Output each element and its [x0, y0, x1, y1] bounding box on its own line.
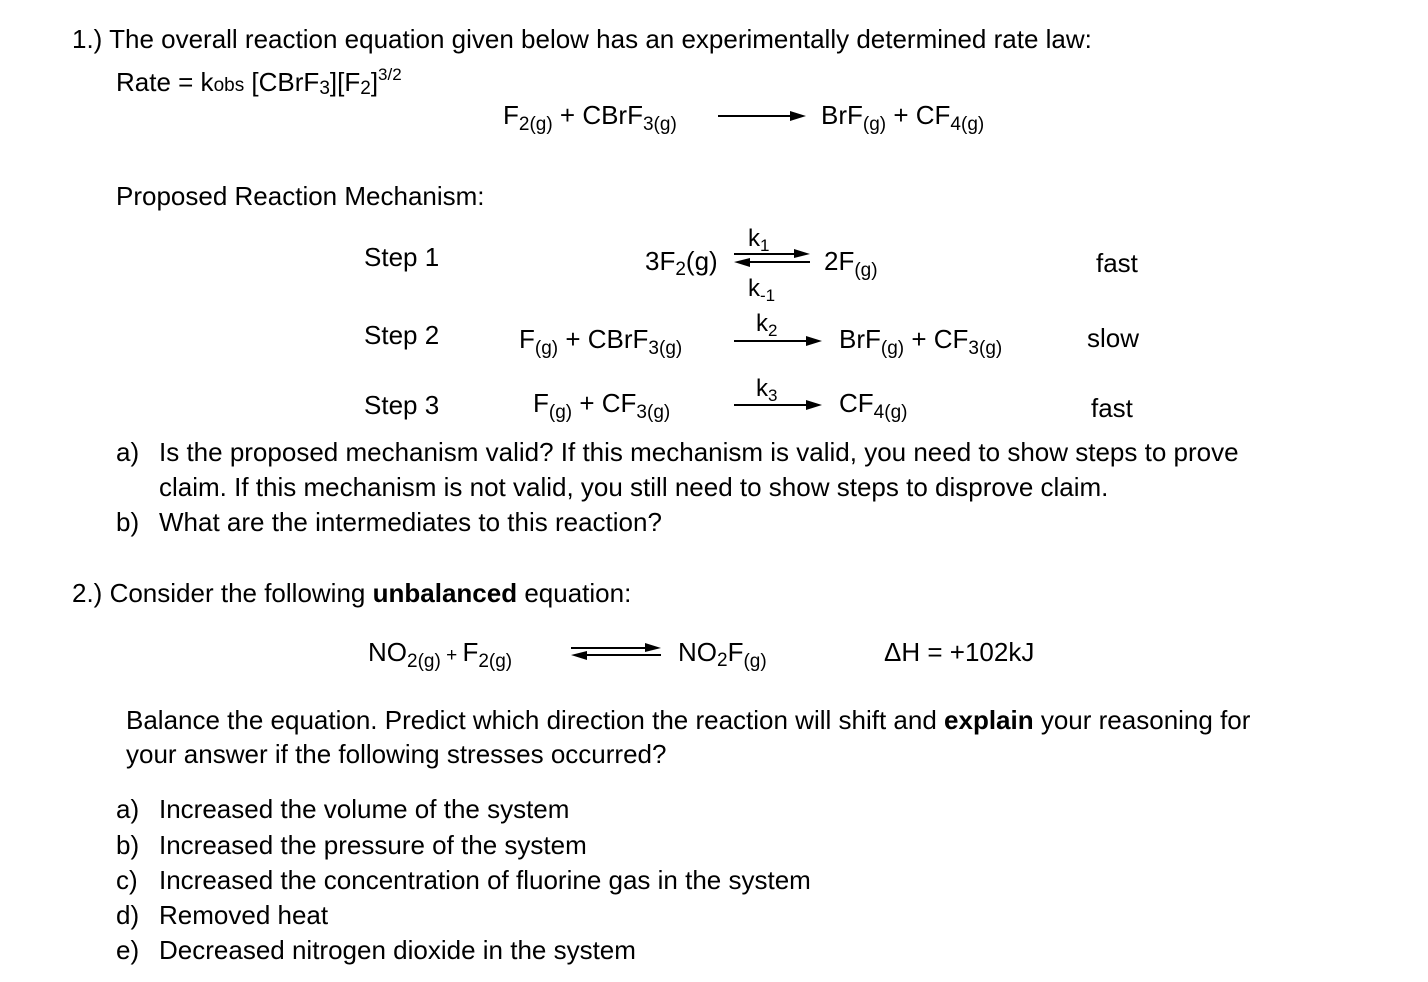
q2e-text: Decreased nitrogen dioxide in the system	[159, 935, 636, 965]
mechanism-heading: Proposed Reaction Mechanism:	[116, 181, 485, 211]
q2d-text: Removed heat	[159, 900, 329, 930]
step2-products: $BrF_{(g)} + CF_{3(g)}$	[839, 324, 1003, 359]
step1-k-reverse: $k_{-1}$	[748, 275, 776, 305]
q2-product: $NO_2F_{(g)}$	[678, 637, 767, 672]
step2-reactants: $F_{(g)}$ + CBrF$_{3(g)}$	[519, 324, 683, 359]
overall-arrow	[718, 108, 808, 124]
step3-label: Step 3	[364, 390, 440, 420]
q2c-text: Increased the concentration of fluorine gas in the system	[159, 865, 811, 895]
q2a-letter: a)	[116, 794, 140, 824]
q2-intro: 2.) Consider the following unbalanced equation:	[72, 578, 632, 608]
q2-delta-h: ΔH = +102kJ	[884, 637, 1035, 667]
q1b-text: What are the intermediates to this reaction?	[159, 507, 662, 537]
step2-k: $k_2$	[756, 310, 778, 340]
q2e-letter: e)	[116, 935, 140, 965]
step3-k: $k_3$	[756, 375, 778, 405]
q1-intro: 1.) The overall reaction equation given below has an experimentally determined rate law:	[72, 24, 1092, 54]
q1a-text-line1: Is the proposed mechanism valid? If this mechanism is valid, you need to show steps to prove	[159, 437, 1239, 467]
step2-arrow	[734, 333, 824, 349]
q1b-letter: b)	[116, 507, 140, 537]
q2-reactants: $NO_{2(g)} + F_{2(g)}$	[368, 637, 513, 672]
step3-speed: fast	[1091, 393, 1133, 423]
rate-law: Rate = kobs $[CBrF3][F2]^{3/2}$	[116, 65, 402, 99]
q2d-letter: d)	[116, 900, 140, 930]
overall-reactants: $F_{2(g)}$ + CBrF$_{3(g)}$	[503, 100, 677, 135]
step3-reactants: $F_{(g)} + CF_{3(g)}$	[533, 388, 671, 423]
q1a-letter: a)	[116, 437, 140, 467]
step1-k-forward: $k_1$	[748, 225, 770, 255]
step1-product: $2F_{(g)}$	[824, 246, 878, 281]
q2b-letter: b)	[116, 830, 140, 860]
q2-instruction-line1: Balance the equation. Predict which direction the reaction will shift and explain your reasoning for	[126, 705, 1251, 735]
q2b-text: Increased the pressure of the system	[159, 830, 587, 860]
step1-speed: fast	[1096, 248, 1138, 278]
step1-equilibrium-arrow	[732, 248, 812, 268]
overall-products: $BrF_{(g)} + CF_{4(g)}$	[821, 100, 985, 135]
step1-reactant: $3F_2(g)$	[645, 246, 718, 280]
q1a-text-line2: claim. If this mechanism is not valid, you still need to show steps to disprove claim.	[159, 472, 1109, 502]
q2c-letter: c)	[116, 865, 138, 895]
step1-label: Step 1	[364, 242, 440, 272]
step3-products: $CF_{4(g)}$	[839, 388, 908, 423]
step2-speed: slow	[1087, 323, 1140, 353]
q2-instruction-line2: your answer if the following stresses occurred?	[126, 739, 667, 769]
q2-equilibrium-arrow	[569, 642, 663, 662]
step3-arrow	[734, 397, 824, 413]
step2-label: Step 2	[364, 320, 440, 350]
q2a-text: Increased the volume of the system	[159, 794, 570, 824]
